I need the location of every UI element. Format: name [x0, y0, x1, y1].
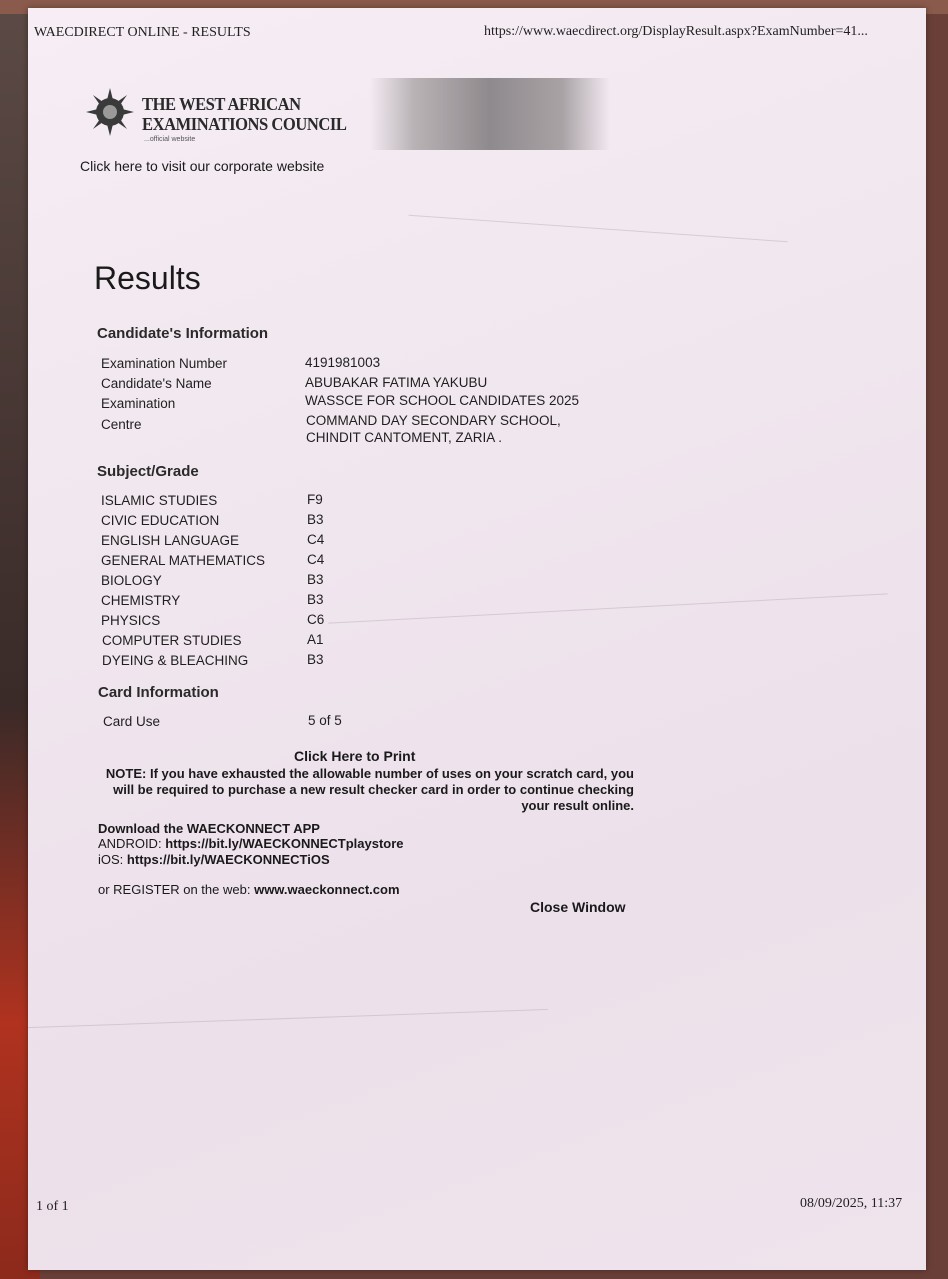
print-footer-page-count: 1 of 1: [36, 1199, 69, 1214]
subject-grade: B3: [307, 512, 324, 527]
ios-line: [98, 852, 330, 867]
examination-label: Examination: [101, 396, 176, 411]
exam-number-value: 4191981003: [305, 355, 381, 370]
scratch-card-note: [84, 766, 634, 814]
print-header-url: https://www.waecdirect.org/DisplayResult.aspx?ExamNumber=41...: [484, 24, 868, 39]
subject-name: ENGLISH LANGUAGE: [101, 533, 240, 548]
card-info-heading: Card Information: [98, 684, 219, 701]
subject-name: PHYSICS: [101, 613, 161, 628]
printed-page: [28, 8, 926, 1270]
paper-crease: [408, 215, 787, 243]
register-link[interactable]: www.waeckonnect.com: [254, 882, 400, 897]
register-label: or REGISTER on the web:: [98, 882, 251, 897]
corporate-website-link[interactable]: Click here to visit our corporate website: [80, 158, 325, 174]
subject-grade-heading: Subject/Grade: [97, 463, 199, 480]
waec-banner: [80, 76, 610, 152]
waec-logo-icon: [84, 86, 136, 143]
subject-grade: B3: [307, 652, 324, 667]
exam-number-label: Examination Number: [101, 356, 228, 371]
page-title: Results: [94, 260, 201, 296]
card-use-value: 5 of 5: [308, 713, 342, 728]
print-footer-timestamp: 08/09/2025, 11:37: [800, 1196, 903, 1211]
subject-grade: B3: [307, 572, 324, 587]
candidate-info-heading: Candidate's Information: [97, 325, 269, 342]
android-link[interactable]: https://bit.ly/WAECKONNECTplaystore: [165, 836, 404, 851]
centre-label: Centre: [101, 417, 142, 432]
subject-name: DYEING & BLEACHING: [102, 653, 249, 668]
subject-name: BIOLOGY: [101, 573, 162, 588]
note-text: If you have exhausted the allowable number of uses on your scratch card, you will be required to purchase a new result checker card in order to continue checking your result online.: [113, 766, 634, 813]
app-download-heading: Download the WAECKONNECT APP: [98, 821, 320, 836]
subject-name: GENERAL MATHEMATICS: [101, 553, 266, 568]
banner-photo: [370, 78, 610, 150]
close-window-link[interactable]: Close Window: [530, 899, 626, 915]
ios-label: iOS:: [98, 852, 124, 867]
register-line: [98, 882, 400, 897]
centre-value: COMMAND DAY SECONDARY SCHOOL,: [306, 413, 561, 428]
android-label: ANDROID:: [98, 836, 162, 851]
paper-crease: [28, 1009, 548, 1028]
ios-link[interactable]: https://bit.ly/WAECKONNECTiOS: [126, 852, 330, 867]
subject-grade: B3: [307, 592, 324, 607]
subject-grade: A1: [307, 632, 324, 647]
subject-name: CIVIC EDUCATION: [101, 513, 220, 528]
print-link[interactable]: Click Here to Print: [294, 748, 416, 764]
subject-grade: C4: [307, 552, 325, 567]
subject-grade: F9: [307, 492, 323, 507]
subject-grade: C4: [307, 532, 325, 547]
centre-value-line2: CHINDIT CANTOMENT, ZARIA .: [306, 430, 503, 445]
examination-value: WASSCE FOR SCHOOL CANDIDATES 2025: [305, 393, 580, 408]
card-use-label: Card Use: [103, 714, 161, 729]
candidate-name-value: ABUBAKAR FATIMA YAKUBU: [305, 375, 488, 390]
paper-crease: [328, 593, 887, 623]
print-header-title: WAECDIRECT ONLINE - RESULTS: [34, 25, 251, 40]
org-name: THE WEST AFRICAN EXAMINATIONS COUNCIL: [142, 94, 347, 134]
subject-name: ISLAMIC STUDIES: [101, 493, 218, 508]
subject-name: CHEMISTRY: [101, 593, 181, 608]
org-tagline: ...official website: [144, 136, 196, 143]
candidate-name-label: Candidate's Name: [101, 376, 212, 391]
note-label: NOTE:: [105, 766, 147, 781]
subject-grade: C6: [307, 612, 325, 627]
android-line: [98, 836, 404, 851]
subject-name: COMPUTER STUDIES: [102, 633, 242, 648]
